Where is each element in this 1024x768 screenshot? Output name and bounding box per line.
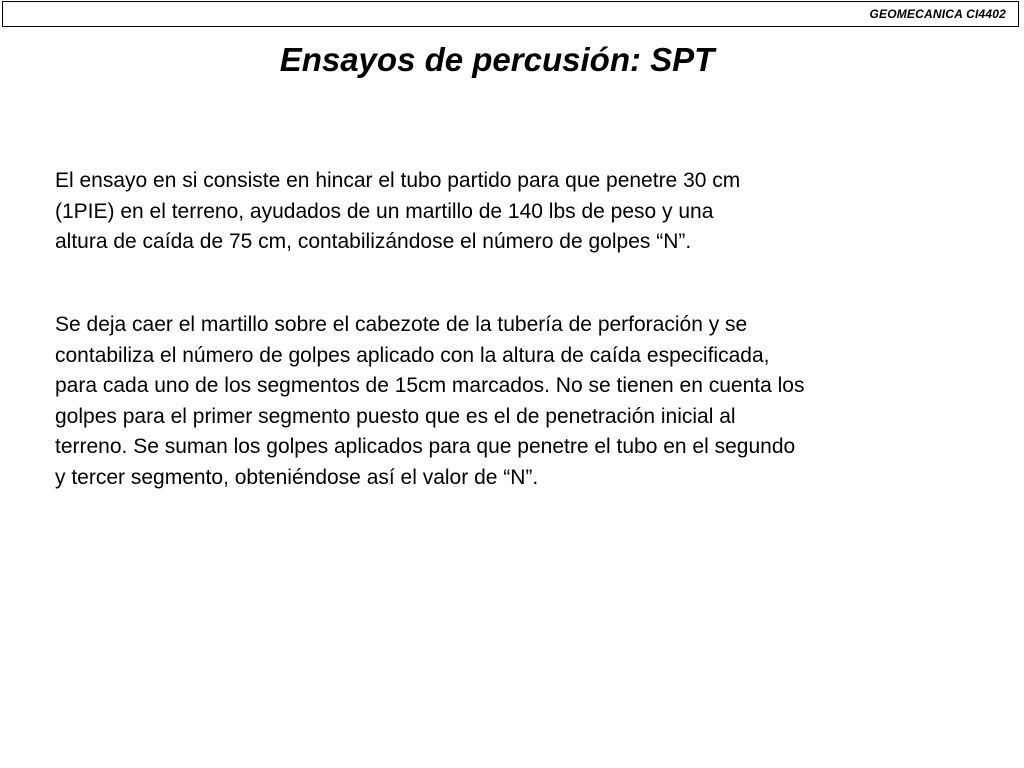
paragraph-2: [55, 310, 985, 493]
paragraph-1: [55, 166, 985, 258]
paragraph-line: terreno. Se suman los golpes aplicados para que penetre el tubo en el segundo: [55, 435, 796, 458]
slide-title: Ensayos de percusión: SPT: [279, 41, 715, 78]
paragraph-line: golpes para el primer segmento puesto que es el de penetración inicial al: [55, 404, 736, 428]
paragraph-line: contabiliza el número de golpes aplicado con la altura de caída especificada,: [55, 343, 770, 367]
paragraph-line: para cada uno de los segmentos de 15cm marcados. No se tienen en cuenta los: [55, 374, 805, 397]
paragraph-line: Se deja caer el martillo sobre el cabezote de la tubería de perforación y se: [55, 313, 748, 336]
course-label: GEOMECANICA CI4402: [869, 7, 1006, 21]
paragraph-line: (1PIE) en el terreno, ayudados de un martillo de 140 lbs de peso y una: [55, 199, 714, 223]
paragraph-line: y tercer segmento, obteniéndose así el valor de “N”.: [55, 465, 539, 489]
header-bar: [2, 1, 1019, 27]
paragraph-line: El ensayo en si consiste en hincar el tubo partido para que penetre 30 cm: [55, 169, 741, 192]
paragraph-line: altura de caída de 75 cm, contabilizándose el número de golpes “N”.: [55, 230, 692, 253]
